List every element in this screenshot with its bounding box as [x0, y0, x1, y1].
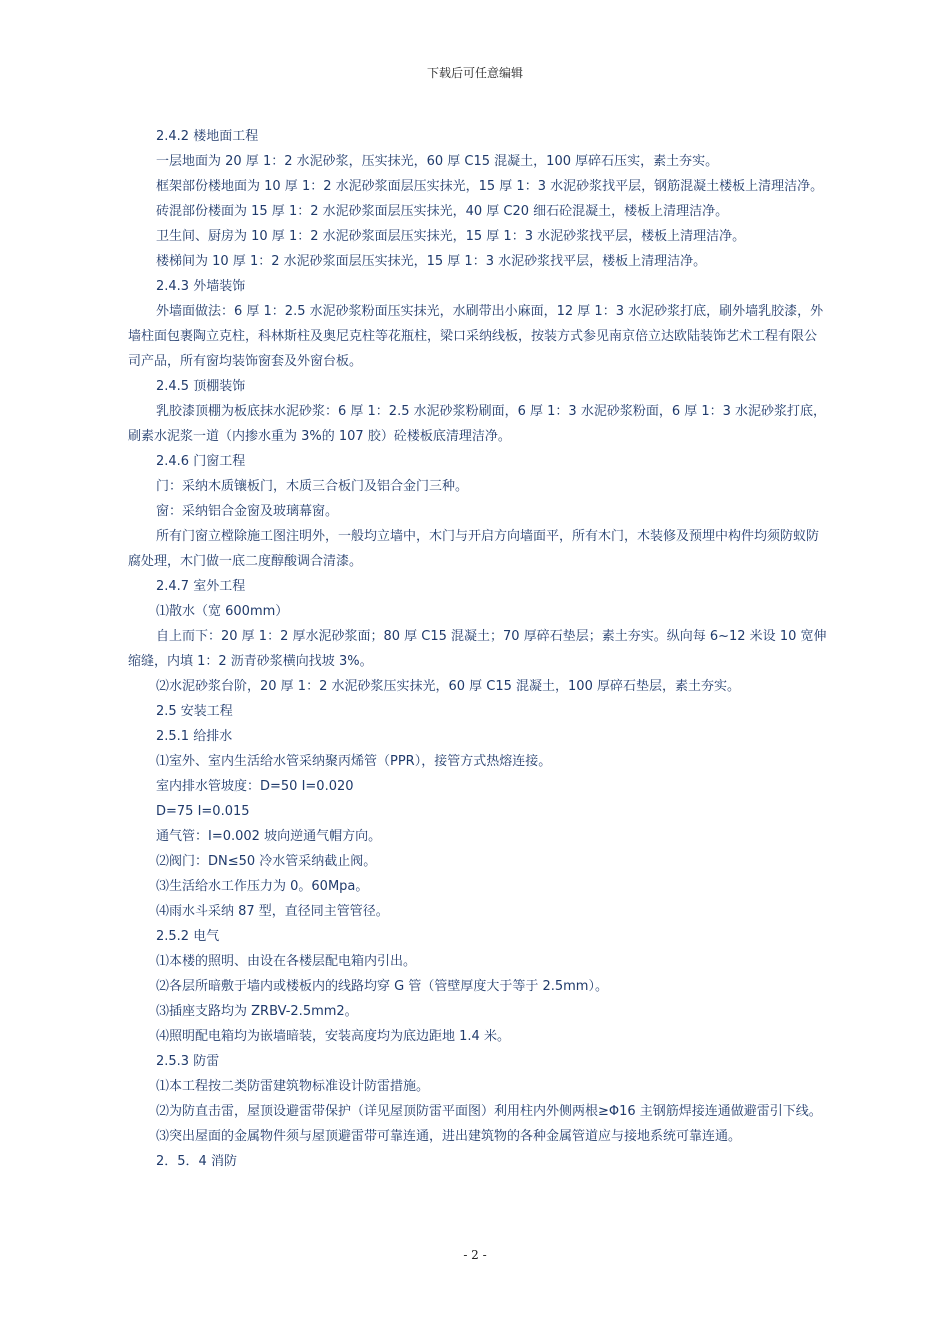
paragraph: 2.4.3 外墙装饰 [156, 279, 246, 294]
paragraph: 2.4.6 门窗工程 [156, 454, 246, 469]
paragraph: 2.5 安装工程 [156, 704, 233, 719]
paragraph: 框架部份楼地面为 10 厚 1：2 水泥砂浆面层压实抹光，15 厚 1：3 水泥砂浆找平层，钢筋混凝土楼板上清理洁净。 [156, 179, 824, 194]
paragraph: 砖混部份楼面为 15 厚 1：2 水泥砂浆面层压实抹光，40 厚 C20 细石砼混凝土，楼板上清理洁净。 [156, 204, 729, 219]
document-body [128, 124, 828, 1174]
paragraph: 2.5.1 给排水 [156, 729, 233, 744]
paragraph: ⑷照明配电箱均为嵌墙暗装，安装高度均为底边距地 1.4 米。 [156, 1029, 510, 1044]
paragraph: 外墙面做法：6 厚 1：2.5 水泥砂浆粉面压实抹光，水刷带出小麻面，12 厚 1：3 水泥砂浆打底，刷外墙乳胶漆，外墙柱面包裹陶立克柱，科林斯柱及奥尼克柱等花瓶柱，梁口采纳线板，按装方式参见南京倍立达欧陆装饰艺术工程有限公司产品，所有窗均装饰窗套及外窗台板。 [128, 304, 824, 369]
paragraph: 卫生间、厨房为 10 厚 1：2 水泥砂浆面层压实抹光，15 厚 1：3 水泥砂浆找平层，楼板上清理洁净。 [156, 229, 746, 244]
paragraph: 2.4.7 室外工程 [156, 579, 246, 594]
paragraph: 自上而下：20 厚 1：2 厚水泥砂浆面；80 厚 C15 混凝土；70 厚碎石垫层；素土夯实。纵向每 6~12 米设 10 宽伸缩缝，内填 1：2 沥青砂浆横向找坡 3%。 [128, 629, 827, 669]
paragraph: ⑶插座支路均为 ZRBV-2.5mm2。 [156, 1004, 358, 1019]
paragraph: ⑵为防直击雷，屋顶设避雷带保护（详见屋顶防雷平面图）利用柱内外侧两根≥Φ16 主钢筋焊接连通做避雷引下线。 [156, 1104, 822, 1119]
paragraph: ⑶生活给水工作压力为 0。60Mpa。 [156, 879, 369, 894]
paragraph: 一层地面为 20 厚 1：2 水泥砂浆，压实抹光，60 厚 C15 混凝土，100 厚碎石压实，素土夯实。 [156, 154, 719, 169]
paragraph: 2.4.5 顶棚装饰 [156, 379, 246, 394]
paragraph: ⑵各层所暗敷于墙内或楼板内的线路均穿 G 管（管壁厚度大于等于 2.5mm）。 [156, 979, 608, 994]
paragraph: 楼梯间为 10 厚 1：2 水泥砂浆面层压实抹光，15 厚 1：3 水泥砂浆找平层，楼板上清理洁净。 [156, 254, 707, 269]
paragraph: ⑴本楼的照明、由设在各楼层配电箱内引出。 [156, 954, 417, 969]
paragraph: 2.5.2 电气 [156, 929, 220, 944]
page-header: 下载后可任意编辑 [426, 66, 523, 80]
paragraph: D=75 I=0.015 [156, 804, 250, 819]
paragraph: 所有门窗立樘除施工图注明外，一般均立墙中，木门与开启方向墙面平，所有木门，木装修及预埋中构件均须防蚁防腐处理，木门做一底二度醇酸调合清漆。 [128, 529, 820, 569]
paragraph: 通气管：I=0.002 坡向逆通气帽方向。 [156, 829, 382, 844]
paragraph: ⑵水泥砂浆台阶，20 厚 1：2 水泥砂浆压实抹光，60 厚 C15 混凝土，100 厚碎石垫层，素土夯实。 [156, 679, 740, 694]
paragraph: 2.4.2 楼地面工程 [156, 129, 259, 144]
paragraph: 2.5.3 防雷 [156, 1054, 220, 1069]
paragraph: ⑷雨水斗采纳 87 型，直径同主管管径。 [156, 904, 389, 919]
paragraph: 2．5．4 消防 [156, 1154, 237, 1169]
paragraph: 室内排水管坡度：D=50 I=0.020 [156, 779, 354, 794]
page-number: - 2 - [463, 1248, 487, 1262]
paragraph: ⑴室外、室内生活给水管采纳聚丙烯管（PPR），接管方式热熔连接。 [156, 754, 552, 769]
paragraph: 乳胶漆顶棚为板底抹水泥砂浆：6 厚 1：2.5 水泥砂浆粉刷面，6 厚 1：3 水泥砂浆粉面，6 厚 1：3 水泥砂浆打底，刷素水泥浆一道（内掺水重为 3%的 107 胶）砼楼板底清理洁净。 [128, 404, 827, 444]
paragraph: ⑴散水（宽 600mm） [156, 604, 289, 619]
paragraph: ⑵阀门：DN≤50 冷水管采纳截止阀。 [156, 854, 377, 869]
paragraph: 窗：采纳铝合金窗及玻璃幕窗。 [156, 504, 339, 519]
paragraph: ⑶突出屋面的金属物件须与屋顶避雷带可靠连通，进出建筑物的各种金属管道应与接地系统可靠连通。 [156, 1129, 742, 1144]
paragraph: 门：采纳木质镶板门，木质三合板门及铝合金门三种。 [156, 479, 469, 494]
paragraph: ⑴本工程按二类防雷建筑物标准设计防雷措施。 [156, 1079, 430, 1094]
